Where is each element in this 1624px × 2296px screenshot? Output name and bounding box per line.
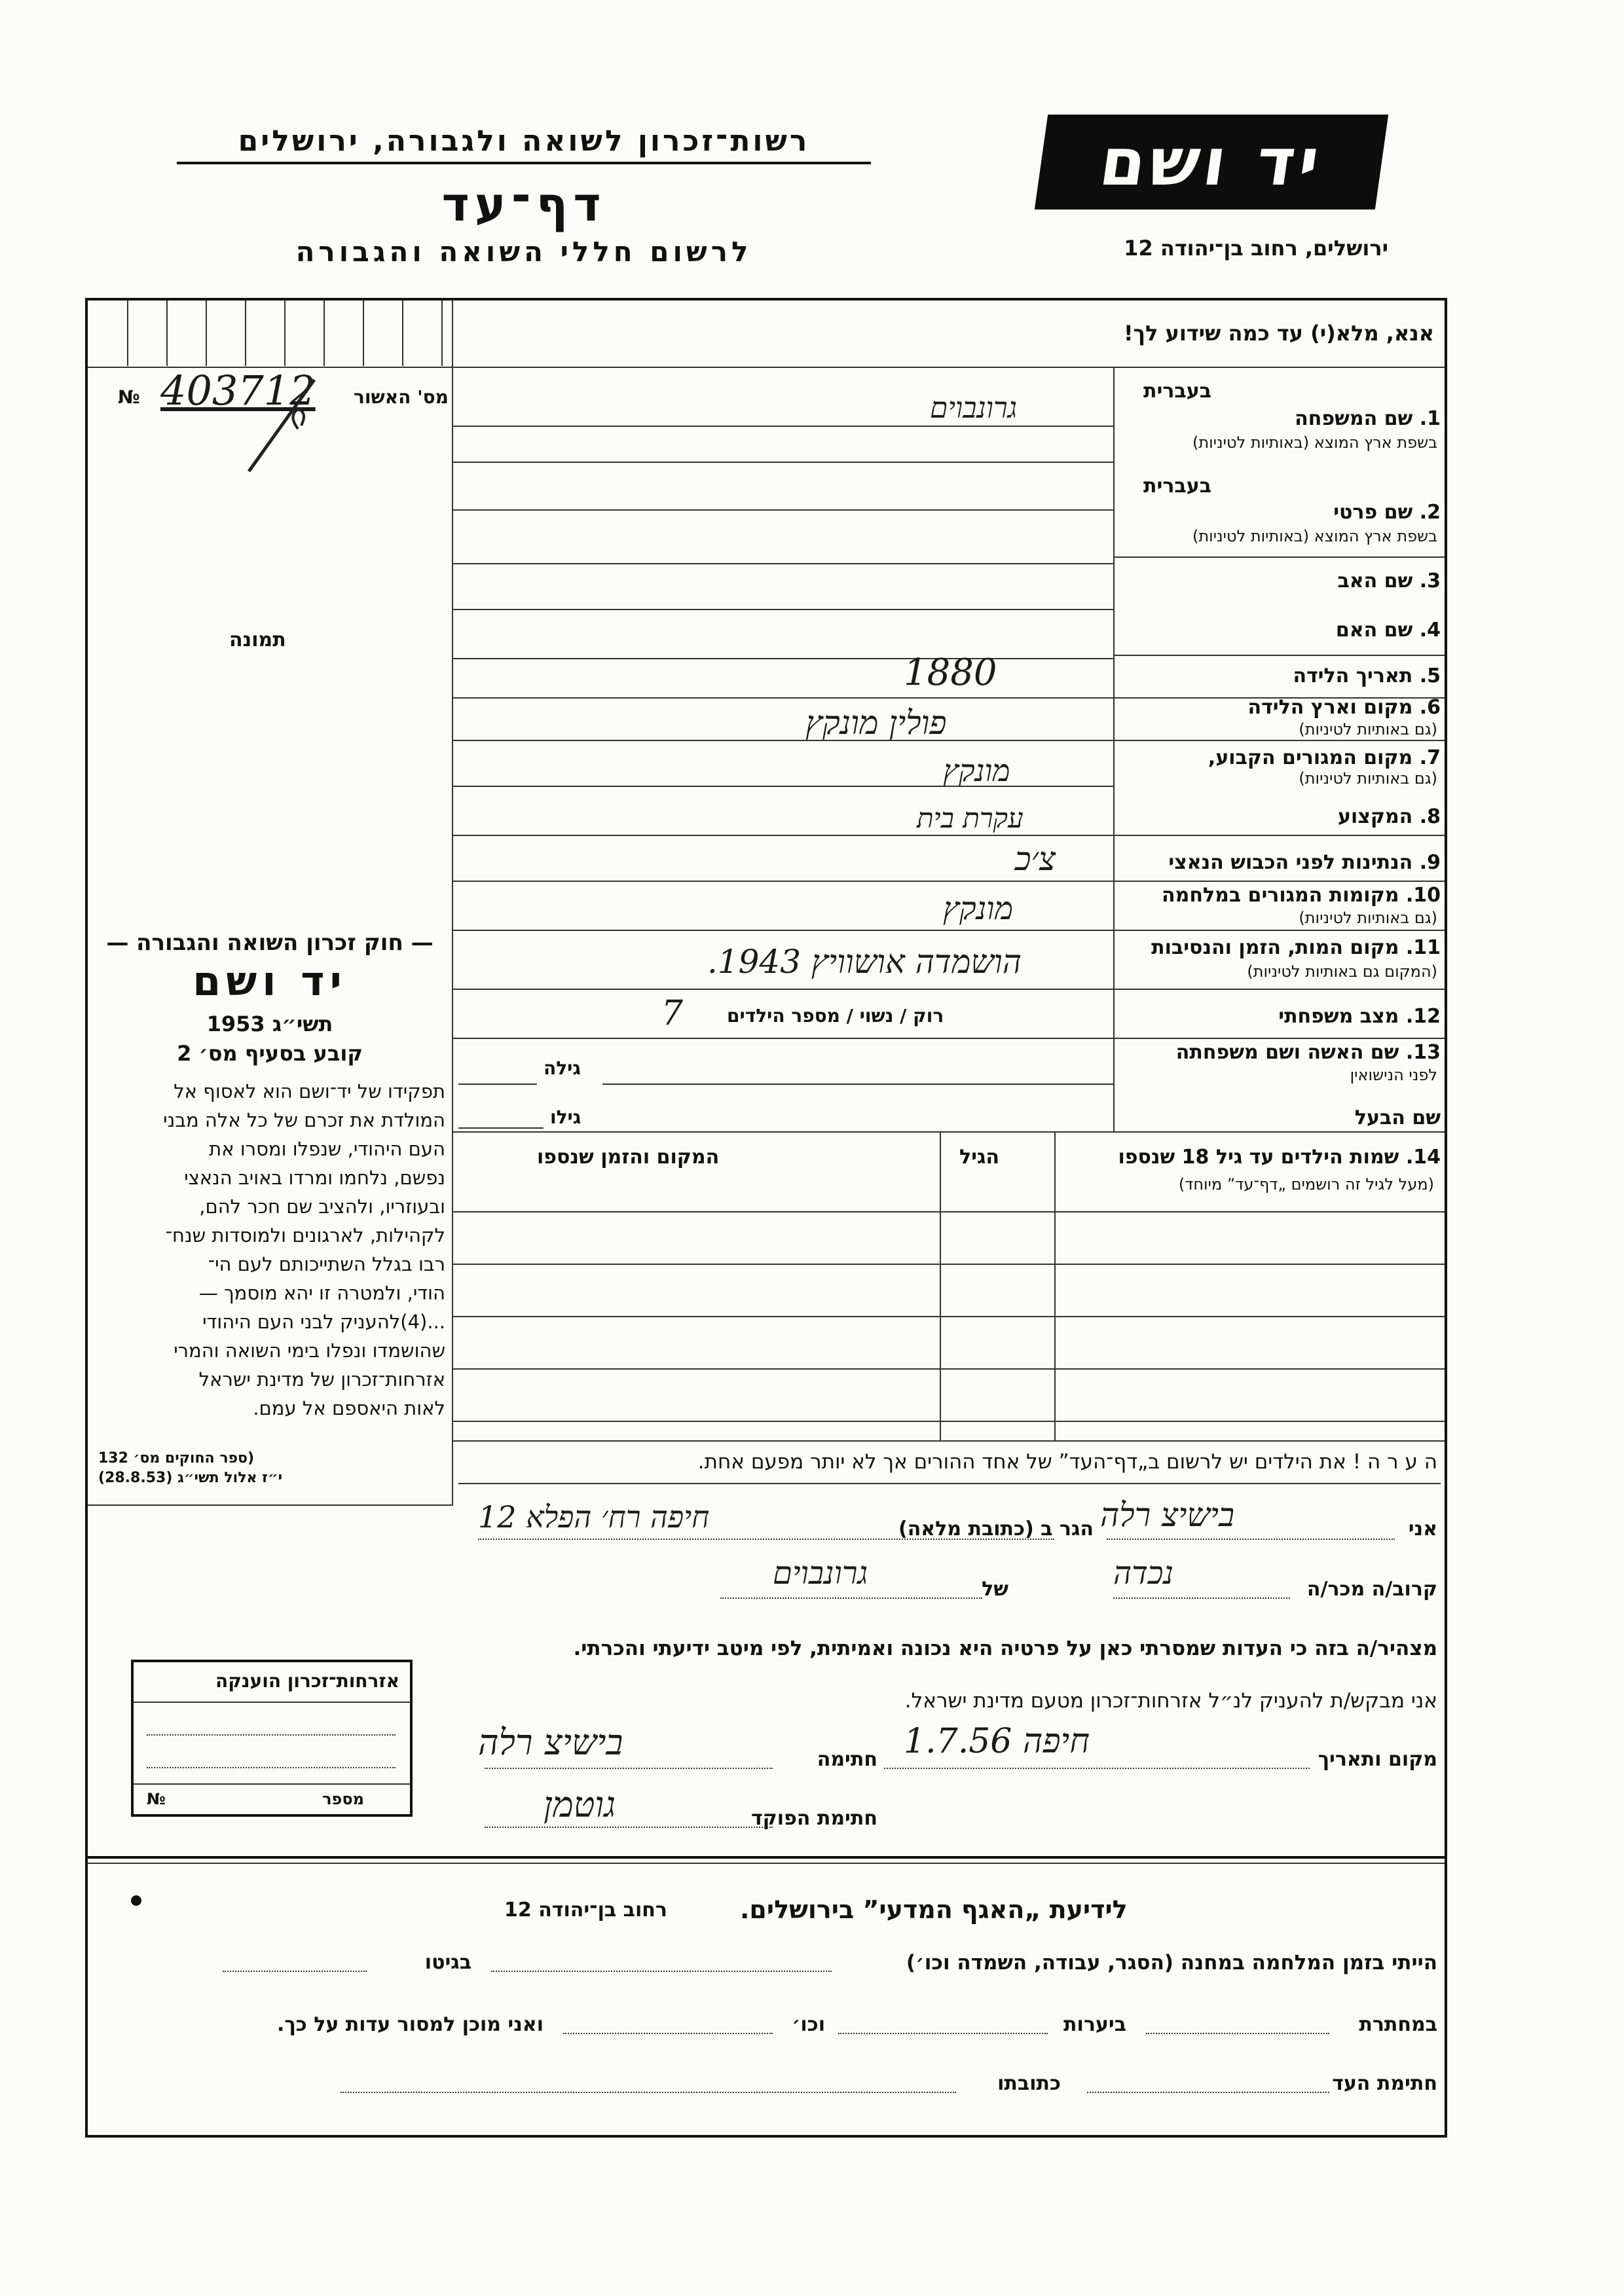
field-10-label: 10. מקומות המגורים במלחמה [1162, 884, 1441, 907]
field-14-label: 14. שמות הילדים עד גיל 18 שנספו [1118, 1146, 1441, 1169]
authority-name: רשות־זכרון לשואה ולגבורה, ירושלים [177, 124, 871, 164]
forests-label: ביערות [1063, 2013, 1126, 2036]
law-line: לאות היאספם אל עמם. [253, 1397, 445, 1419]
field-10-sub: (גם באותיות לטיניות) [1299, 909, 1437, 927]
field-11-sub: (המקום גם באותיות לטיניות) [1247, 962, 1437, 981]
footer-heading: לידיעת „האגף המדעי” בירושלים. [740, 1895, 1128, 1924]
law-ref-1: (ספר החוקים מס׳ 132 [98, 1450, 255, 1467]
citizenship-no-symbol: № [147, 1790, 166, 1808]
law-org: יד ושם [193, 957, 347, 1005]
ghetto-label: בגיטו [424, 1951, 471, 1974]
column-age: הגיל [959, 1146, 999, 1169]
place-date-label: מקום ותאריך [1318, 1748, 1437, 1771]
husband-age-label: גילו [550, 1106, 581, 1128]
field-1-value: גרונבוים [930, 392, 1018, 425]
law-line: נפשם, נלחמו ומרדו באויב הנאצי [184, 1167, 445, 1189]
law-line: המולדת את זכרם של כל אלה מבני [163, 1109, 445, 1131]
law-heading: — חוק זכרון השואה והגבורה — [106, 930, 434, 956]
citizenship-number-label: מספר [322, 1790, 364, 1808]
husband-label: שם הבעל [1354, 1106, 1441, 1129]
field-12-children-count: 7 [661, 994, 684, 1033]
declarant-address: חיפה רח׳ הפלא 12 [478, 1499, 710, 1535]
law-line: הודי, ולמטרה זו יהא מוסמך — [198, 1282, 445, 1304]
place-date-value: חיפה 1.7.56 [904, 1722, 1090, 1761]
official-signature: גוטמן [544, 1784, 616, 1825]
header-address: ירושלים, רחוב בן־יהודה 12 [1124, 236, 1388, 261]
law-clause: קובע בסעיף מס׳ 2 [177, 1041, 363, 1066]
field-6-value: פולין מונקץ [805, 704, 947, 742]
form-subtitle: לרשום חללי השואה והגבורה [295, 236, 752, 268]
request-text: אני מבקש/ת להעניק לנ״ל אזרחות־זכרון מטעם מדינת ישראל. [904, 1689, 1437, 1713]
field-14-sub: (מעל לגיל זה רושמים „דף־עד” מיוחד) [1178, 1175, 1434, 1194]
law-line: תפקידו של יד־ושם הוא לאסוף אל [174, 1080, 445, 1102]
ready-label: ואני מוכן למסור עדות על כך. [277, 2013, 544, 2036]
law-ref-2: י״ז אלול תשי״ג (28.8.53) [98, 1470, 283, 1486]
field-12-label: 12. מצב משפחתי [1278, 1005, 1441, 1028]
law-line: לקהילות, לארגונים ולמוסדות שנח־ [165, 1224, 445, 1247]
approval-slash-mark [216, 373, 334, 478]
field-7-label: 7. מקום המגורים הקבוע, [1208, 746, 1441, 769]
field-6-label: 6. מקום וארץ הלידה [1247, 696, 1441, 719]
field-1-label: 1. שם המשפחה [1295, 407, 1441, 430]
declaration-text: מצהיר/ה בזה כי העדות שמסרתי כאן על פרטיה היא נכונה ואמיתית, לפי מיטב ידיעתי והכרתי. [573, 1637, 1437, 1660]
field-13-label: 13. שם האשה ושם משפחתה [1175, 1041, 1441, 1064]
etc-label: וכו׳ [792, 2013, 825, 2036]
field-11-label: 11. מקום המות, הזמן והנסיבות [1151, 936, 1441, 959]
field-6-sub: (גם באותיות לטיניות) [1299, 720, 1437, 738]
yad-vashem-logo [1035, 115, 1388, 210]
field-5-label: 5. תאריך הלידה [1293, 665, 1441, 687]
photo-label: תמונה [229, 629, 286, 651]
field-11-value: הושמדה אושוויץ 1943. [707, 943, 1022, 981]
code-boxes [88, 301, 448, 366]
witness-address-label: כתובתו [997, 2072, 1061, 2095]
field-9-value: צ׳כ [1015, 840, 1056, 878]
footer-line-1: הייתי בזמן המלחמה במחנה (הסגר, עבודה, השמדה וכו׳) [906, 1951, 1437, 1975]
field-10-value: מונקץ [943, 890, 1014, 927]
law-body [98, 1077, 445, 1423]
field-8-label: 8. המקצוע [1338, 805, 1441, 828]
field-4-label: 4. שם האם [1335, 619, 1441, 642]
hebrew-label-2: בעברית [1143, 475, 1211, 498]
field-13-age-label: גילה [544, 1057, 581, 1079]
underground-label: במחתרת [1359, 2013, 1437, 2036]
column-place: המקום והזמן שנספו [537, 1146, 720, 1169]
law-line: רבו בגלל השתייכותם לעם הי־ [208, 1253, 445, 1275]
hebrew-label-1: בעברית [1143, 380, 1211, 403]
citizenship-box [131, 1660, 413, 1817]
signature-label: חתימה [817, 1748, 877, 1771]
relative-label: קרוב/ה מכר/ה [1306, 1578, 1437, 1601]
law-year: תשי״ג 1953 [206, 1011, 333, 1036]
of-label: של [982, 1578, 1008, 1601]
official-signature-label: חתימת הפוקד [751, 1807, 877, 1830]
field-13-sub: לפני הנישואין [1350, 1066, 1437, 1084]
bullet-dot [131, 1895, 141, 1906]
approval-label: מס' האשור [354, 386, 449, 408]
field-7-sub: (גם באותיות לטיניות) [1299, 769, 1437, 788]
law-line: ...(4)להעניק לבני העם היהודי [202, 1311, 445, 1333]
field-3-label: 3. שם האב [1337, 570, 1441, 592]
i-label: אני [1408, 1518, 1437, 1540]
law-line: שהושמדו ונפלו בימי השואה והמרי [174, 1339, 445, 1362]
relative-value: נכדה [1113, 1555, 1173, 1592]
field-2-sub: בשפת ארץ המוצא (באותיות לטיניות) [1192, 527, 1437, 545]
field-12-options: רוק / נשוי / מספר הילדים [727, 1005, 944, 1027]
law-line: ובעוזריו, ולהציב שם חכר להם, [199, 1195, 445, 1218]
law-line: אזרחות־זכרון של מדינת ישראל [198, 1368, 445, 1391]
lives-label: הגר ב (כתובת מלאה) [898, 1518, 1094, 1540]
declarant-name: בישיצ רלה [1100, 1496, 1235, 1534]
witness-signature-label: חתימת העד [1332, 2072, 1437, 2095]
field-9-label: 9. הנתינות לפני הכבוש הנאצי [1168, 851, 1441, 874]
field-7-value: מונקץ [943, 753, 1010, 788]
no-symbol: № [118, 386, 140, 408]
field-5-value: 1880 [904, 651, 997, 694]
approval-number: 403712 [160, 367, 316, 414]
field-8-value: עקרת בית [917, 802, 1024, 834]
footer-address: רחוב בן־יהודה 12 [504, 1899, 667, 1922]
field-2-label: 2. שם פרטי [1333, 501, 1441, 524]
logo-text: יד ושם [1095, 124, 1328, 200]
field-1-sub: בשפת ארץ המוצא (באותיות לטיניות) [1192, 433, 1437, 452]
of-value: גרונבוים [773, 1555, 868, 1592]
intro-text: אנא, מלא(י) עד כמה שידוע לך! [1123, 321, 1434, 346]
declarant-signature: בישיצ רלה [478, 1722, 623, 1763]
citizenship-title: אזרחות־זכרון הוענקה [215, 1670, 399, 1692]
note-text: ה ע ר ה ! את הילדים יש לרשום ב„דף־העד” של אחד ההורים אך לא יותר מפעם אחת. [697, 1450, 1437, 1474]
form-title: דף־עד [441, 177, 606, 232]
law-line: העם היהודי, שנפלו ומסרו את [209, 1138, 445, 1160]
